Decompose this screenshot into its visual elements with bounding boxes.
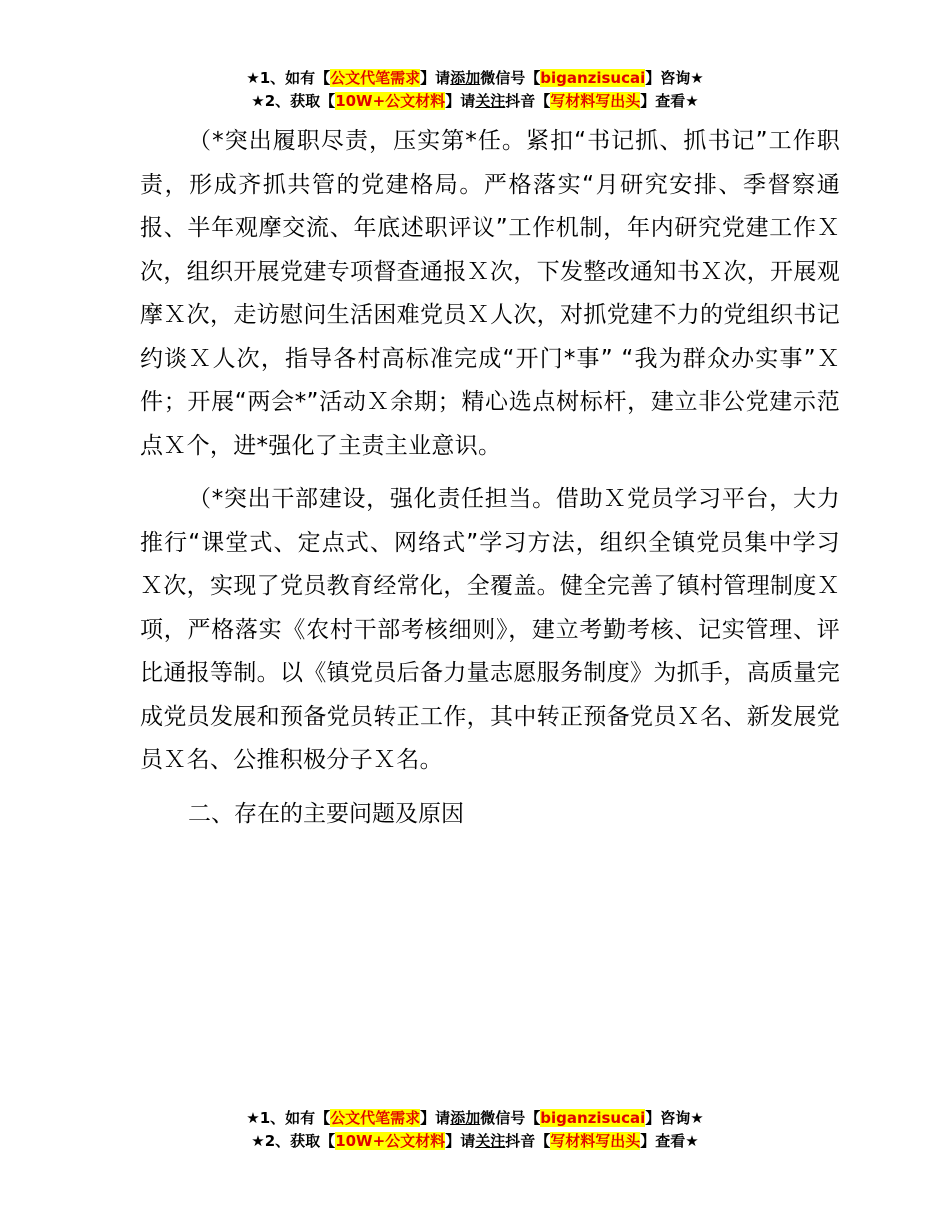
promo-underlined: 添加: [450, 69, 481, 87]
promo-highlight: 公文代笔需求: [330, 69, 421, 87]
promo-text: 】请: [445, 92, 476, 110]
promo-highlight: 写材料写出头: [550, 92, 641, 110]
promo-highlight: 写材料写出头: [550, 1132, 641, 1150]
promo-footer: [0, 1107, 950, 1153]
promo-text: ★1、如有【: [246, 69, 331, 87]
promo-line-1: [0, 67, 950, 90]
promo-underlined: 添加: [450, 1109, 481, 1127]
promo-text: 】查看★: [640, 92, 699, 110]
promo-text: 】请: [445, 1132, 476, 1150]
promo-underlined: 关注: [475, 92, 506, 110]
body-paragraph: （*突出履职尽责，压实第*任。紧扣“书记抓、抓书记”工作职责，形成齐抓共管的党建格局。严格落实“月研究安排、季督察通报、半年观摩交流、年底述职评议”工作机制，年内研究党建工作Ｘ次，组织开展党建专项督查通报Ｘ次，下发整改通知书Ｘ次，开展观摩Ｘ次，走访慰问生活困难党员Ｘ人次，对抓党建不力的党组织书记约谈Ｘ人次，指导各村高标准完成“开门*事” “我为群众办实事”Ｘ件；开展“两会*”活动Ｘ余期；精心选点树标杆，建立非公党建示范点Ｘ个，进*强化了主责主业意识。: [140, 128, 840, 459]
promo-line-2: [0, 90, 950, 113]
body-paragraph: （*突出干部建设，强化责任担当。借助Ｘ党员学习平台，大力推行“课堂式、定点式、网络式”学习方法，组织全镇党员集中学习Ｘ次，实现了党员教育经常化，全覆盖。健全完善了镇村管理制度Ｘ项，严格落实《农村干部考核细则》，建立考勤考核、记实管理、评比通报等制。以《镇党员后备力量志愿服务制度》为抓手，高质量完成党员发展和预备党员转正工作，其中转正预备党员Ｘ名、新发展党员Ｘ名、公推积极分子Ｘ名。: [140, 486, 840, 773]
promo-highlight: 10W+公文材料: [335, 1132, 446, 1150]
promo-highlight: 10W+公文材料: [335, 92, 446, 110]
promo-text: 抖音【: [505, 1132, 551, 1150]
promo-line-1: [0, 1107, 950, 1130]
promo-text: 】请: [420, 1109, 451, 1127]
promo-text: 】咨询★: [645, 69, 704, 87]
promo-text: 】请: [420, 69, 451, 87]
promo-line-2: [0, 1130, 950, 1153]
promo-text: 抖音【: [505, 92, 551, 110]
promo-highlight: biganzisucai: [540, 69, 646, 87]
section-heading: 二、存在的主要问题及原因: [188, 800, 464, 827]
promo-underlined: 关注: [475, 1132, 506, 1150]
promo-text: ★2、获取【: [251, 1132, 336, 1150]
promo-text: 】咨询★: [645, 1109, 704, 1127]
promo-highlight: 公文代笔需求: [330, 1109, 421, 1127]
promo-text: 微信号【: [480, 1109, 541, 1127]
promo-header: [0, 67, 950, 113]
promo-text: 】查看★: [640, 1132, 699, 1150]
promo-text: 微信号【: [480, 69, 541, 87]
promo-text: ★2、获取【: [251, 92, 336, 110]
promo-highlight: biganzisucai: [540, 1109, 646, 1127]
document-body: [140, 120, 840, 836]
promo-text: ★1、如有【: [246, 1109, 331, 1127]
